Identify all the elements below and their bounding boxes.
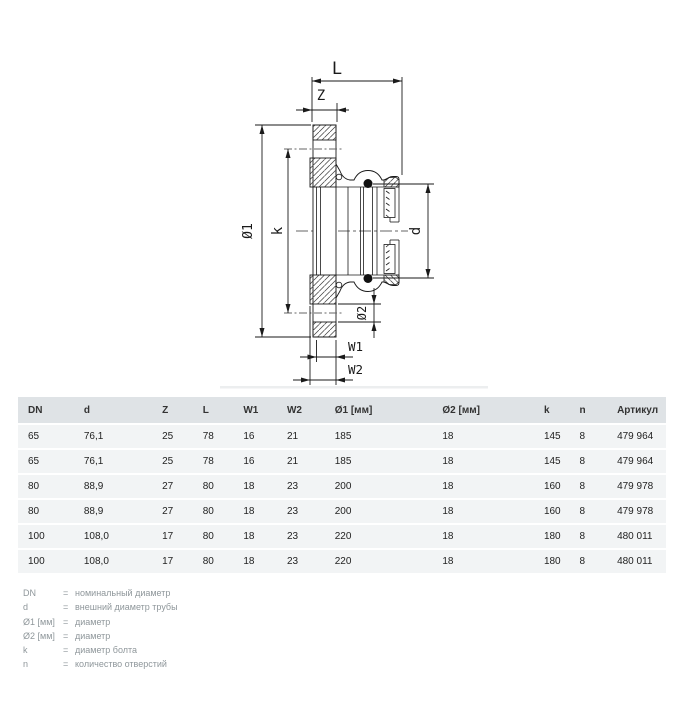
- table-cell: 160: [534, 474, 570, 499]
- legend-definition: внешний диаметр трубы: [75, 602, 178, 613]
- label-W2: W2: [348, 362, 364, 377]
- table-cell: 80: [193, 549, 234, 573]
- table-cell: 17: [152, 524, 193, 549]
- dimension-Z: [296, 103, 349, 122]
- label-W1: W1: [348, 339, 364, 354]
- table-cell: 480 011: [607, 524, 666, 549]
- table-cell: 80: [193, 524, 234, 549]
- table-cell: 18: [432, 549, 534, 573]
- table-cell: 18: [432, 474, 534, 499]
- legend-equals: =: [63, 645, 69, 656]
- legend: [23, 586, 178, 672]
- table-cell: 18: [432, 524, 534, 549]
- column-header: Артикул: [607, 397, 666, 424]
- table-cell: 23: [277, 524, 325, 549]
- table-row: [18, 424, 666, 449]
- table-cell: 185: [325, 449, 433, 474]
- legend-item: [23, 657, 178, 671]
- spec-table-header-row: [18, 397, 666, 424]
- table-cell: 480 011: [607, 549, 666, 573]
- table-cell: 78: [193, 424, 234, 449]
- seal-dot: [336, 174, 342, 180]
- table-cell: 479 978: [607, 499, 666, 524]
- table-cell: 78: [193, 449, 234, 474]
- legend-item: [23, 629, 178, 643]
- o-ring: [364, 179, 373, 188]
- table-cell: 8: [569, 524, 607, 549]
- legend-term: DN: [23, 588, 36, 598]
- table-cell: 8: [569, 474, 607, 499]
- table-cell: 8: [569, 449, 607, 474]
- table-cell: 160: [534, 499, 570, 524]
- table-cell: 479 964: [607, 449, 666, 474]
- column-header: W2: [277, 397, 325, 424]
- label-D1: Ø1: [241, 223, 256, 239]
- table-cell: 8: [569, 499, 607, 524]
- legend-equals: =: [63, 588, 69, 598]
- flange-hatch-top-hub: [310, 158, 336, 187]
- table-cell: 479 978: [607, 474, 666, 499]
- table-row: [18, 549, 666, 573]
- table-cell: 18: [233, 474, 277, 499]
- dimension-W1: [300, 340, 353, 385]
- column-header: n: [569, 397, 607, 424]
- label-Z: Z: [316, 88, 326, 104]
- table-cell: 479 964: [607, 424, 666, 449]
- table-cell: 18: [432, 424, 534, 449]
- table-cell: 25: [152, 449, 193, 474]
- legend-equals: =: [63, 616, 69, 627]
- table-cell: 200: [325, 474, 433, 499]
- flange-hatch-bottom-rim: [313, 322, 336, 337]
- column-header: Ø2 [мм]: [432, 397, 534, 424]
- legend-item: [23, 615, 178, 629]
- table-cell: 108,0: [74, 524, 152, 549]
- column-header: Z: [152, 397, 193, 424]
- socket-mouth-shell: [384, 178, 399, 188]
- table-row: [18, 524, 666, 549]
- table-cell: 145: [534, 449, 570, 474]
- table-row: [18, 499, 666, 524]
- dimension-k: [286, 149, 291, 313]
- table-cell: 108,0: [74, 549, 152, 573]
- grip-ring: [384, 189, 395, 218]
- table-cell: 80: [18, 499, 74, 524]
- table-cell: 23: [277, 474, 325, 499]
- table-cell: 220: [325, 549, 433, 573]
- legend-definition: номинальный диаметр: [75, 588, 171, 598]
- table-cell: 65: [18, 449, 74, 474]
- table-cell: 17: [152, 549, 193, 573]
- table-cell: 80: [193, 499, 234, 524]
- table-cell: 18: [432, 449, 534, 474]
- spec-table-body: [18, 424, 666, 573]
- label-D2: Ø2: [355, 305, 369, 321]
- column-header: L: [193, 397, 234, 424]
- legend-term: k: [23, 645, 28, 656]
- table-cell: 16: [233, 424, 277, 449]
- table-cell: 21: [277, 449, 325, 474]
- table-row: [18, 449, 666, 474]
- table-cell: 27: [152, 499, 193, 524]
- table-cell: 23: [277, 499, 325, 524]
- legend-definition: диаметр: [75, 630, 111, 641]
- table-row: [18, 474, 666, 499]
- legend-term: n: [23, 659, 29, 670]
- legend-definition: количество отверстий: [75, 659, 167, 670]
- table-cell: 23: [277, 549, 325, 573]
- table-cell: 180: [534, 549, 570, 573]
- table-cell: 180: [534, 524, 570, 549]
- socket-half-section: [336, 164, 399, 222]
- legend-definition: диаметр: [75, 616, 111, 627]
- table-cell: 80: [193, 474, 234, 499]
- table-cell: 18: [233, 549, 277, 573]
- table-cell: 8: [569, 424, 607, 449]
- table-cell: 18: [233, 499, 277, 524]
- legend-equals: =: [63, 630, 69, 641]
- table-cell: 145: [534, 424, 570, 449]
- table-cell: 220: [325, 524, 433, 549]
- label-L: L: [331, 59, 343, 79]
- column-header: DN: [18, 397, 74, 424]
- flange-hatch-bottom-hub: [310, 275, 336, 304]
- column-header: k: [534, 397, 570, 424]
- flange-section: [284, 125, 342, 337]
- table-cell: 76,1: [74, 449, 152, 474]
- table-cell: 88,9: [74, 474, 152, 499]
- table-cell: 80: [18, 474, 74, 499]
- legend-item: [23, 586, 178, 600]
- table-cell: 16: [233, 449, 277, 474]
- legend-item: [23, 600, 178, 614]
- table-cell: 100: [18, 549, 74, 573]
- legend-equals: =: [63, 602, 69, 613]
- column-header: Ø1 [мм]: [325, 397, 433, 424]
- legend-definition: диаметр болта: [75, 645, 138, 656]
- label-d: d: [408, 226, 424, 236]
- table-cell: 21: [277, 424, 325, 449]
- table-cell: 27: [152, 474, 193, 499]
- table-cell: 8: [569, 549, 607, 573]
- legend-term: d: [23, 602, 29, 613]
- table-cell: 200: [325, 499, 433, 524]
- table-cell: 18: [432, 499, 534, 524]
- table-cell: 65: [18, 424, 74, 449]
- column-header: d: [74, 397, 152, 424]
- spec-table: [18, 397, 666, 573]
- flange-hatch-top-rim: [313, 125, 336, 140]
- table-cell: 100: [18, 524, 74, 549]
- column-header: W1: [233, 397, 277, 424]
- legend-item: [23, 643, 178, 657]
- table-cell: 25: [152, 424, 193, 449]
- table-cell: 88,9: [74, 499, 152, 524]
- drawing-baseline: [220, 386, 488, 389]
- table-cell: 18: [233, 524, 277, 549]
- legend-term: Ø2 [мм]: [23, 630, 55, 641]
- label-k: k: [270, 226, 286, 236]
- legend-term: Ø1 [мм]: [23, 616, 55, 627]
- table-cell: 185: [325, 424, 433, 449]
- legend-equals: =: [63, 659, 69, 670]
- table-cell: 76,1: [74, 424, 152, 449]
